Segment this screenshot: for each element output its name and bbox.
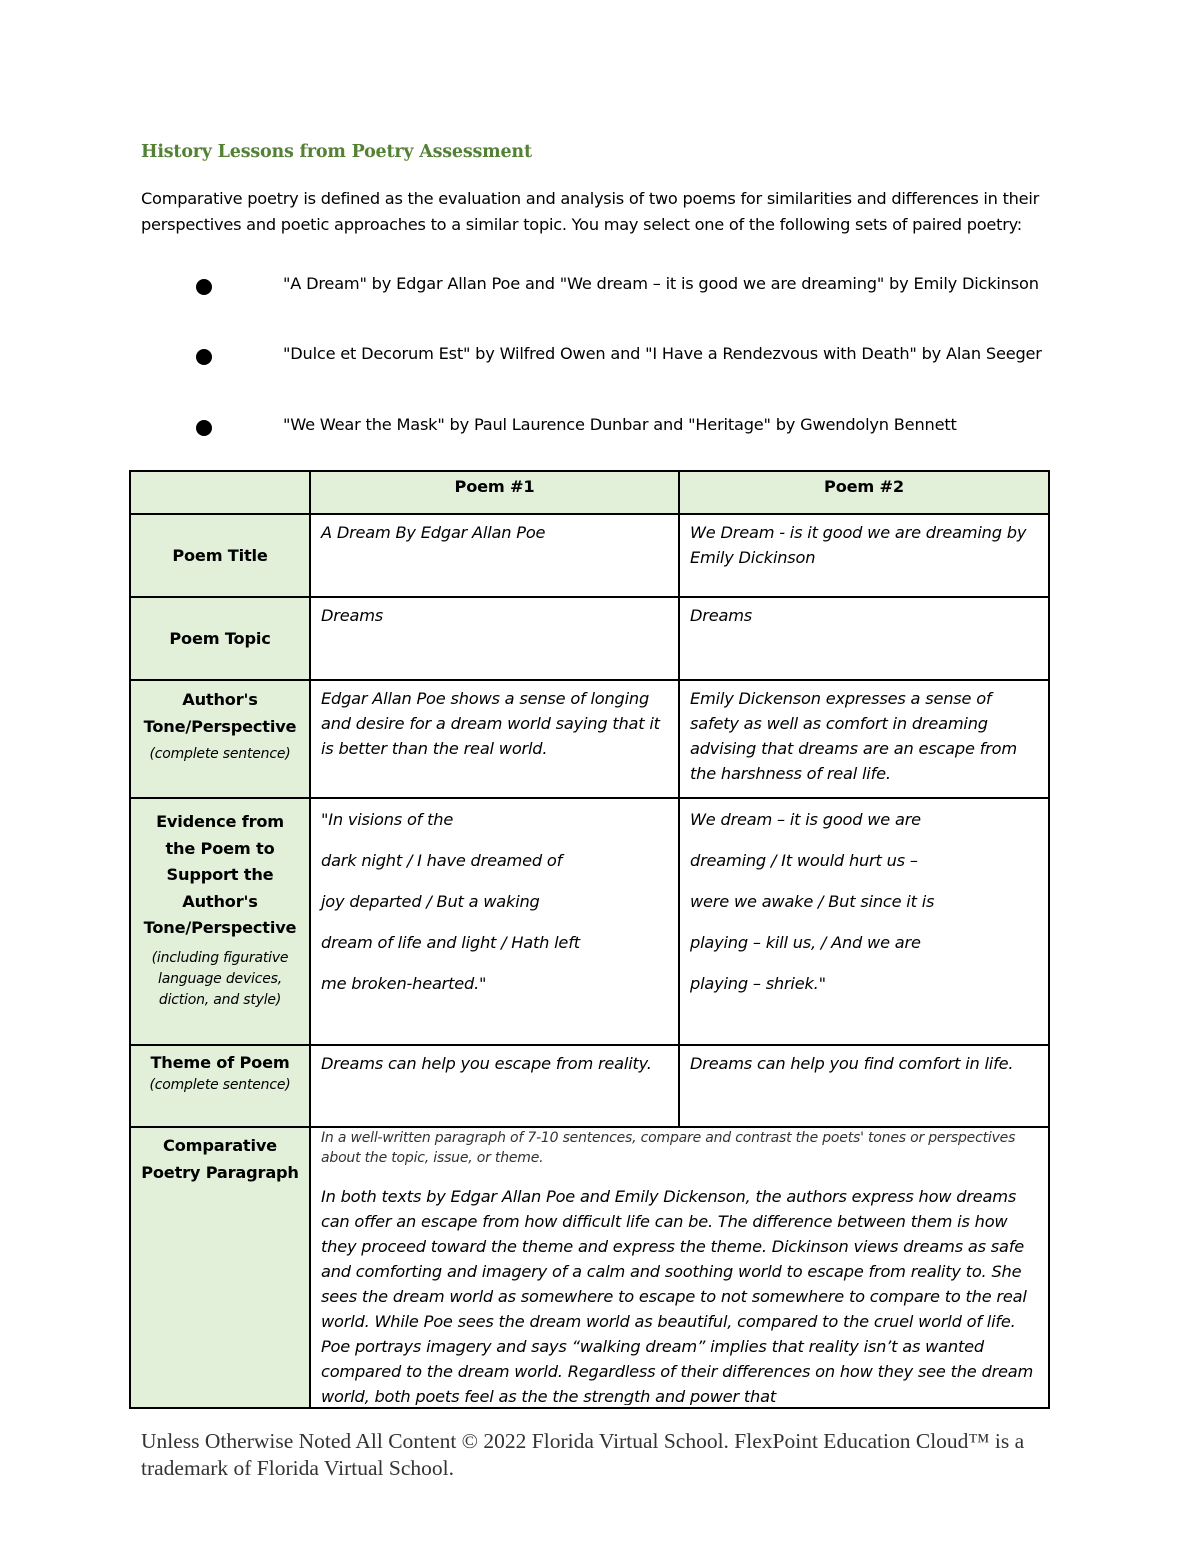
table-header-row: [130, 471, 1049, 514]
row-label-poem-title: Poem Title: [130, 514, 310, 597]
answer-text: Dreams can help you escape from reality.: [321, 1054, 652, 1073]
evidence-quote: [311, 799, 678, 1004]
cell-poem2-topic: [679, 597, 1049, 680]
bullet-icon: [196, 420, 212, 436]
quote-line: playing – kill us, / And we are: [690, 933, 921, 952]
row-label-theme: [130, 1045, 310, 1127]
row-label-text: Comparative Poetry Paragraph: [141, 1136, 299, 1182]
row-label-evidence: [130, 798, 310, 1045]
cell-poem1-evidence: [310, 798, 679, 1045]
row-label-text: Evidence from the Poem to Support the Author's Tone/Perspective: [143, 812, 297, 937]
cell-comparative-paragraph: [310, 1127, 1049, 1408]
answer-text: Edgar Allan Poe shows a sense of longing and desire for a dream world saying that it is better than the real world.: [321, 689, 660, 758]
cell-poem1-tone: [310, 680, 679, 798]
row-label-text: Author's Tone/Perspective: [143, 690, 297, 736]
cell-poem1-theme: [310, 1045, 679, 1127]
intro-paragraph: Comparative poetry is defined as the evaluation and analysis of two poems for similarities and differences in their perspectives and poetic approaches to a similar topic. You may select one of the following sets of paired poetry:: [141, 189, 1040, 234]
table-row-poem-topic: [130, 597, 1049, 680]
footer-copyright: Unless Otherwise Noted All Content © 2022 Florida Virtual School. FlexPoint Education Cloud™ is a trademark of Florida Virtual School.: [141, 1429, 1025, 1480]
table-row-comparative: [130, 1127, 1049, 1408]
answer-text: Dreams: [690, 606, 753, 625]
bullet-icon: [196, 349, 212, 365]
answer-text: Emily Dickenson expresses a sense of safety as well as comfort in dreaming advising that dreams are an escape from the harshness of real life.: [690, 689, 1017, 783]
comparative-paragraph-text: In both texts by Edgar Allan Poe and Emily Dickenson, the authors express how dreams can offer an escape from how difficult life can be. The difference between them is how they proceed toward the theme and express the theme. Dickinson views dreams as safe and comforting and imagery of a calm and soothing world to escape from reality to. She sees the dream world as somewhere to escape to not somewhere to compare to the real world. While Poe sees the dream world as beautiful, compared to the cruel world of life. Poe portrays imagery and says “walking dream” implies that reality isn’t as wanted compared to the dream world. Regardless of their differences on how they see the dream world, both poets feel as the the strength and power that: [321, 1187, 1034, 1405]
answer-text: Dreams: [321, 606, 384, 625]
quote-line: were we awake / But since it is: [690, 892, 935, 911]
quote-line: dreaming / It would hurt us –: [690, 851, 918, 870]
quote-line: me broken-hearted.": [321, 974, 487, 993]
row-label-poem-topic: Poem Topic: [130, 597, 310, 680]
poem-set-text: "A Dream" by Edgar Allan Poe and "We dream – it is good we are dreaming" by Emily Dickinson: [283, 274, 1039, 293]
row-label-tone: [130, 680, 310, 798]
quote-line: "In visions of the: [321, 810, 454, 829]
bullet-icon: [196, 279, 212, 295]
quote-line: dream of life and light / Hath left: [321, 933, 580, 952]
cell-poem2-evidence: [679, 798, 1049, 1045]
cell-poem2-tone: [679, 680, 1049, 798]
cell-poem2-title: [679, 514, 1049, 597]
row-sublabel: (complete sentence): [149, 1077, 291, 1093]
cell-poem1-topic: [310, 597, 679, 680]
instructions-text: In a well-written paragraph of 7-10 sentences, compare and contrast the poets' tones or perspectives about the topic, issue, or theme.: [321, 1130, 1016, 1166]
poem-set-text: "Dulce et Decorum Est" by Wilfred Owen and "I Have a Rendezvous with Death" by Alan Seeger: [283, 344, 1042, 363]
poem-set-text: "We Wear the Mask" by Paul Laurence Dunbar and "Heritage" by Gwendolyn Bennett: [283, 415, 957, 434]
answer-text: We Dream - is it good we are dreaming by Emily Dickinson: [690, 523, 1027, 567]
header-poem1: Poem #1: [310, 471, 679, 514]
evidence-quote: [680, 799, 1048, 1004]
quote-line: playing – shriek.": [690, 974, 826, 993]
cell-poem1-title: [310, 514, 679, 597]
quote-line: dark night / I have dreamed of: [321, 851, 563, 870]
table-row-tone: [130, 680, 1049, 798]
quote-line: We dream – it is good we are: [690, 810, 921, 829]
cell-poem2-theme: [679, 1045, 1049, 1127]
table-row-poem-title: [130, 514, 1049, 597]
row-sublabel: (complete sentence): [149, 746, 291, 762]
table-row-evidence: [130, 798, 1049, 1045]
answer-text: A Dream By Edgar Allan Poe: [321, 523, 546, 542]
answer-text: Dreams can help you find comfort in life.: [690, 1054, 1014, 1073]
header-poem2: Poem #2: [679, 471, 1049, 514]
page-title: History Lessons from Poetry Assessment: [141, 142, 532, 162]
comparative-content: [311, 1128, 1048, 1405]
table-row-theme: [130, 1045, 1049, 1127]
comparison-table: [129, 470, 1050, 1409]
row-label-comparative: [130, 1127, 310, 1408]
quote-line: joy departed / But a waking: [321, 892, 540, 911]
row-label-text: Theme of Poem: [150, 1053, 290, 1072]
header-blank-cell: [130, 471, 310, 514]
row-sublabel: (including figurative language devices, diction, and style): [151, 949, 289, 1008]
